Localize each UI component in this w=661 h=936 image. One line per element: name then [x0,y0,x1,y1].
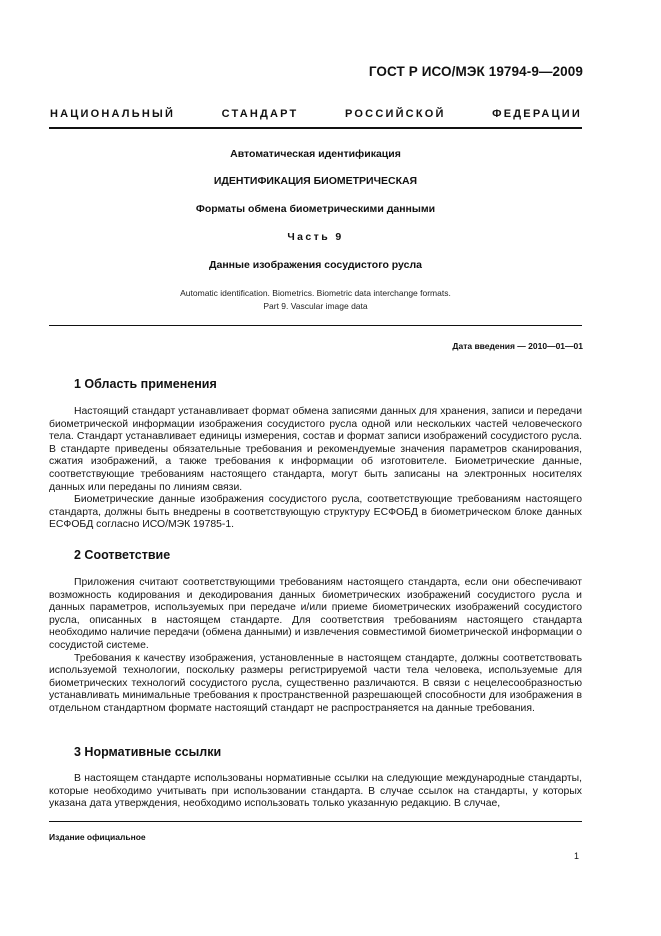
section-2-heading: 2 Соответствие [74,548,171,562]
section-3-body [49,773,582,811]
part-number: Часть 9 [287,231,344,243]
english-title-line-1: Automatic identification. Biometrics. Biometric data interchange formats. [180,288,451,298]
page-number: 1 [573,851,579,861]
title-bottom-rule [49,325,582,326]
section-2-body [49,577,582,716]
official-edition-note: Издание официальное [49,832,146,842]
top-rule [49,127,582,129]
section-1-heading: 1 Область применения [74,377,217,391]
title-line-1: Автоматическая идентификация [230,148,401,160]
paragraph: В настоящем стандарте использованы нормативные ссылки на следующие международные стандарты, которые необходимо учитывать при использовании стандарта. В случае ссылок на стандарты, у которых указана дата утверждения, необходимо использовать только указанную редакцию. В случае, [49,773,582,810]
document-code: ГОСТ Р ИСО/МЭК 19794-9—2009 [368,64,583,79]
english-title-line-2: Part 9. Vascular image data [263,301,368,311]
paragraph: Биометрические данные изображения сосудистого русла, соответствующие требованиям настоящего стандарта, должны быть внедрены в соответствующую структуру ЕСФОБД в биометрическом блоке данных ЕСФОБД согласно ИСО/МЭК 19785-1. [49,494,582,531]
title-line-3: Форматы обмена биометрическими данными [195,203,436,215]
section-3-heading: 3 Нормативные ссылки [74,745,222,759]
document-subtitle: Данные изображения сосудистого русла [209,259,422,271]
section-1-body [49,406,582,532]
paragraph: Приложения считают соответствующими требованиям настоящего стандарта, если они обеспечивают возможность кодирования и декодирования данных биометрических изображений сосудистого русла и данных параметров, используемых при передаче и/или приеме биометрических изображений сосудистого русла, описанных в настоящем стандарте. Для соответствия требованиям настоящего стандарта необходимо наличие передачи (обмена данными) и извлечения совместимой биометрической информации о сосудистой системе. [49,577,582,651]
introduction-date: Дата введения — 2010—01—01 [452,341,583,351]
national-standard-title: НАЦИОНАЛЬНЫЙ СТАНДАРТ РОССИЙСКОЙ ФЕДЕРАЦИИ [50,108,582,120]
paragraph: Требования к качеству изображения, установленные в настоящем стандарте, должны соответствовать используемой технологии, поскольку размеры регистрируемой части тела человека, используемые для биометрических технологий сосудистого русла, существенно различаются. В связи с нецелесообразностью устанавливать минимальные требования к пространственной разрешающей способности для изображения в отдельном стандартном формате настоящий стандарт не распространяется на данные требования. [49,652,582,714]
footer-rule [49,821,582,822]
title-line-2: ИДЕНТИФИКАЦИЯ БИОМЕТРИЧЕСКАЯ [213,175,418,187]
paragraph: Настоящий стандарт устанавливает формат обмена записями данных для хранения, записи и передачи биометрической информации изображения сосудистого русла одной или нескольких частей человеческого тела. Стандарт устанавливает единицы измерения, состав и формат записи изображений сосудистого русла. В стандарте приведены обязательные требования и рекомендуемые значения параметров сканирования, сжатия изображений, а также требования к информации об изготовителе. Биометрические данные, соответствующие требованиям настоящего стандарта, могут быть записаны на электронных носителях данных или переданы по линиям связи. [49,406,582,493]
